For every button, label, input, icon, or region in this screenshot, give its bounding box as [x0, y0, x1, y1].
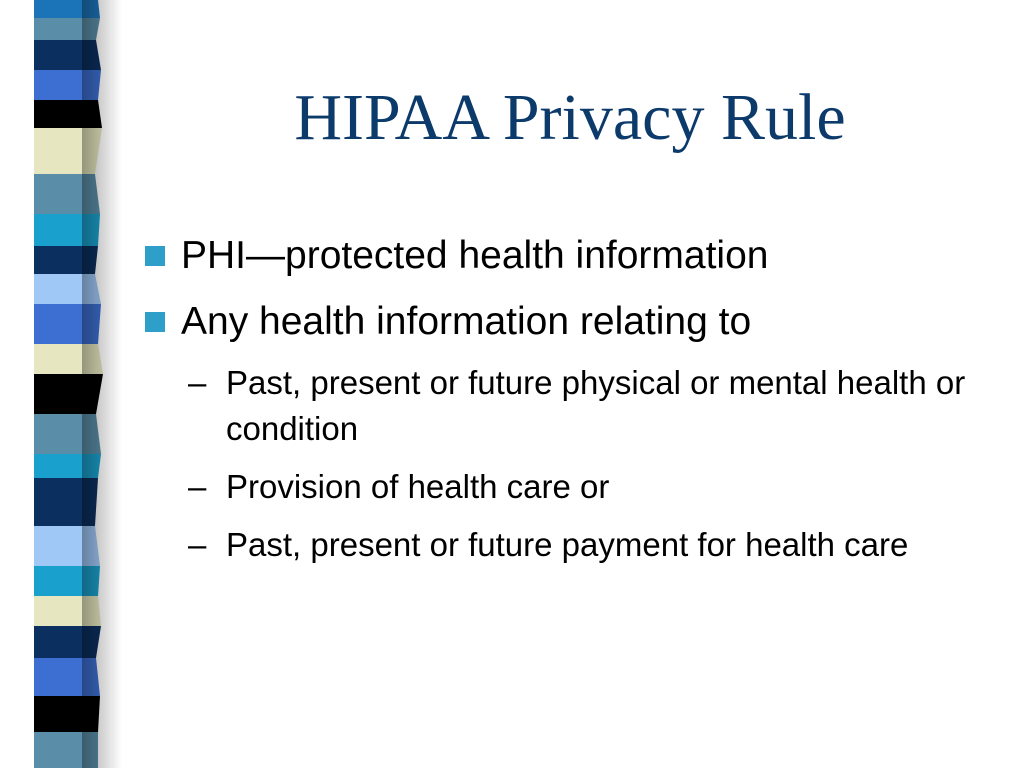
stripe-block [34, 304, 101, 344]
stripe-block [34, 658, 100, 696]
bullet-item [145, 294, 985, 350]
stripe-block [34, 128, 102, 174]
stripe-block [34, 214, 100, 246]
stripe-block [34, 696, 100, 732]
subbullet-text: Past, present or future payment for health care [226, 526, 909, 563]
stripe-block [34, 374, 103, 414]
subbullet-text: Past, present or future physical or mental health or condition [226, 364, 966, 447]
stripe-block [34, 70, 101, 100]
dash-marker: – [188, 364, 207, 401]
square-bullet-icon [145, 312, 165, 332]
bullet-item [145, 228, 985, 284]
decorative-stripe [0, 0, 125, 768]
stripe-block [34, 596, 101, 626]
dash-marker: – [188, 468, 207, 505]
stripe-block [34, 626, 101, 658]
stripe-block [34, 526, 100, 566]
stripe-block [34, 478, 98, 526]
stripe-block [34, 100, 102, 128]
stripe-block [34, 174, 100, 214]
slide-title: HIPAA Privacy Rule [294, 81, 846, 154]
stripe-block [34, 454, 101, 478]
stripe-block [34, 0, 100, 18]
stripe-block [34, 40, 101, 70]
stripe-block [34, 732, 98, 768]
bullet-text: PHI—protected health information [181, 234, 769, 277]
bullet-text: Any health information relating to [181, 300, 752, 343]
subbullet-text: Provision of health care or [226, 468, 610, 505]
slide-body [145, 228, 985, 580]
stripe-block [34, 414, 101, 454]
stripe-block [34, 274, 101, 304]
stripe-block [34, 344, 103, 374]
stripe-block [34, 246, 98, 274]
subbullet-item [188, 360, 985, 452]
subbullet-item [188, 522, 985, 568]
subbullet-item [188, 464, 985, 510]
dash-marker: – [188, 526, 207, 563]
stripe-block [34, 18, 100, 40]
square-bullet-icon [145, 246, 165, 266]
stripe-block [34, 566, 100, 596]
